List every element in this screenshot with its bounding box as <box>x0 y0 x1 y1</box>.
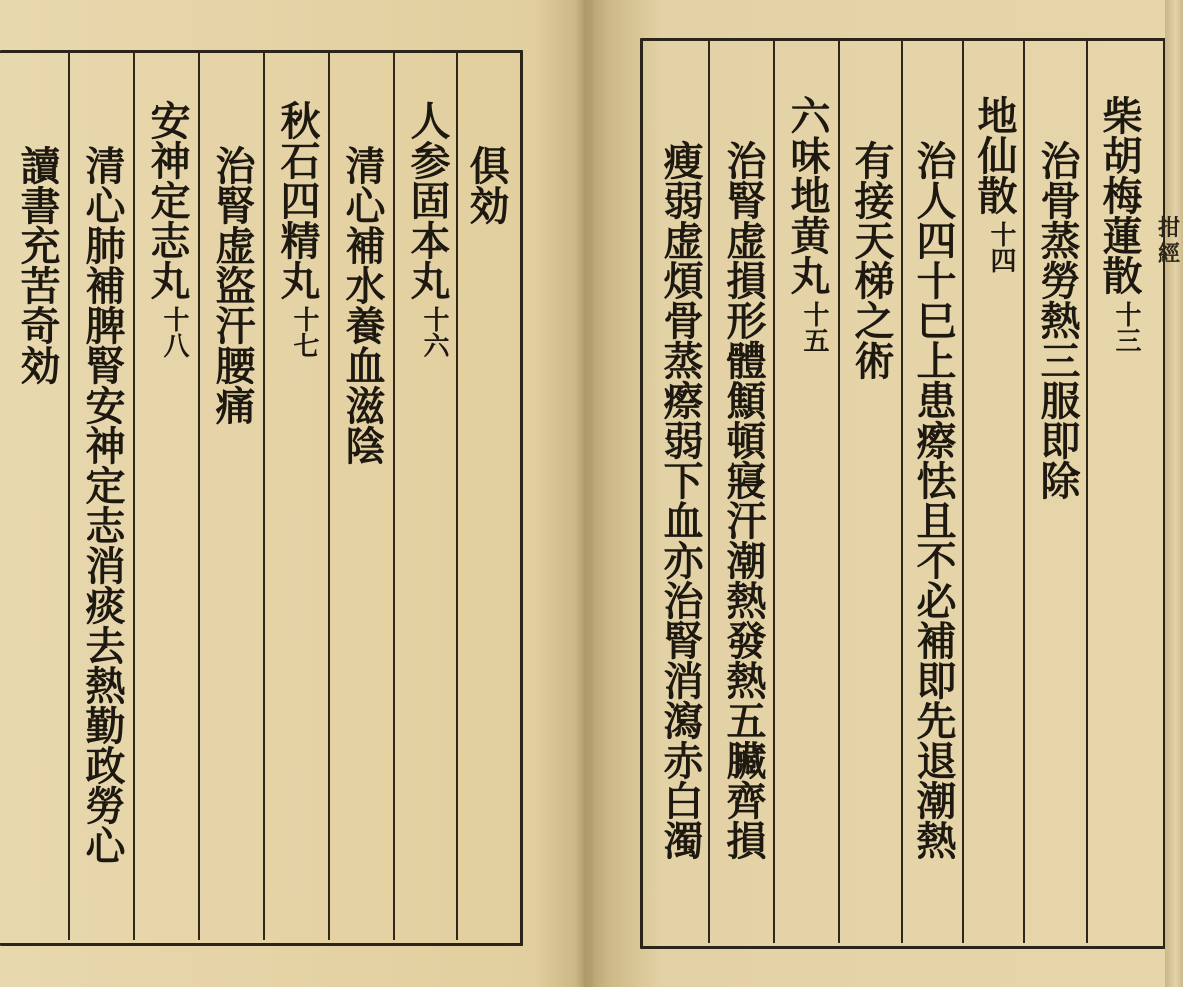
column-rule <box>838 40 840 943</box>
text-column <box>403 100 451 358</box>
right-page <box>590 0 1183 987</box>
column-text: 治骨蒸勞熱三服即除 <box>1034 140 1081 500</box>
text-column <box>338 145 386 465</box>
edge-mark: 拑經 <box>1158 215 1181 267</box>
entry-number: 十三 <box>1111 301 1141 353</box>
column-rule <box>133 52 135 940</box>
column-text: 人参固本丸 <box>404 100 451 300</box>
text-column <box>847 140 895 380</box>
entry-number: 十四 <box>986 221 1016 273</box>
column-text: 地仙散 <box>971 95 1018 215</box>
column-rule <box>773 40 775 943</box>
entry-number: 十八 <box>159 306 189 358</box>
left-page <box>0 0 580 987</box>
page-fold-edge <box>1165 0 1183 987</box>
column-rule <box>901 40 903 943</box>
text-column <box>208 145 256 425</box>
column-rule <box>708 40 710 943</box>
column-text: 瘦弱虚煩骨蒸瘵弱下血亦治腎消瀉赤白濁 <box>657 140 704 860</box>
text-column <box>783 95 831 353</box>
text-column <box>273 100 321 358</box>
column-rule <box>263 52 265 940</box>
column-text: 有接天梯之術 <box>848 140 895 380</box>
text-column <box>462 145 510 225</box>
column-text: 讀書充苦奇効 <box>14 145 61 385</box>
column-text: 安神定志丸 <box>144 100 191 300</box>
column-text: 治腎虚損形體顦頓寢汗潮熱發熱五臟齊損 <box>720 140 767 860</box>
column-rule <box>68 52 70 940</box>
column-text: 清心補水養血滋陰 <box>339 145 386 465</box>
column-rule <box>1023 40 1025 943</box>
text-column <box>13 145 61 385</box>
text-column <box>656 140 704 860</box>
text-column <box>78 145 126 865</box>
column-text: 俱効 <box>463 145 510 225</box>
column-rule <box>1086 40 1088 943</box>
text-column <box>719 140 767 860</box>
text-column <box>143 100 191 358</box>
column-rule <box>962 40 964 943</box>
column-rule <box>198 52 200 940</box>
text-column <box>1033 140 1081 500</box>
entry-number: 十五 <box>799 301 829 353</box>
column-text: 清心肺補脾腎安神定志消痰去熱勤政勞心 <box>79 145 126 865</box>
entry-number: 十七 <box>289 306 319 358</box>
column-rule <box>328 52 330 940</box>
column-text: 六味地黄丸 <box>784 95 831 295</box>
text-column <box>1095 95 1143 353</box>
column-text: 治腎虚盜汗腰痛 <box>209 145 256 425</box>
column-text: 治人四十巳上患瘵怯且不必補即先退潮熱 <box>910 140 957 860</box>
text-column <box>909 140 957 860</box>
column-rule <box>393 52 395 940</box>
column-rule <box>456 52 458 940</box>
column-text: 柴胡梅蓮散 <box>1096 95 1143 295</box>
entry-number: 十六 <box>419 306 449 358</box>
text-column <box>970 95 1018 273</box>
column-text: 秋石四精丸 <box>274 100 321 300</box>
